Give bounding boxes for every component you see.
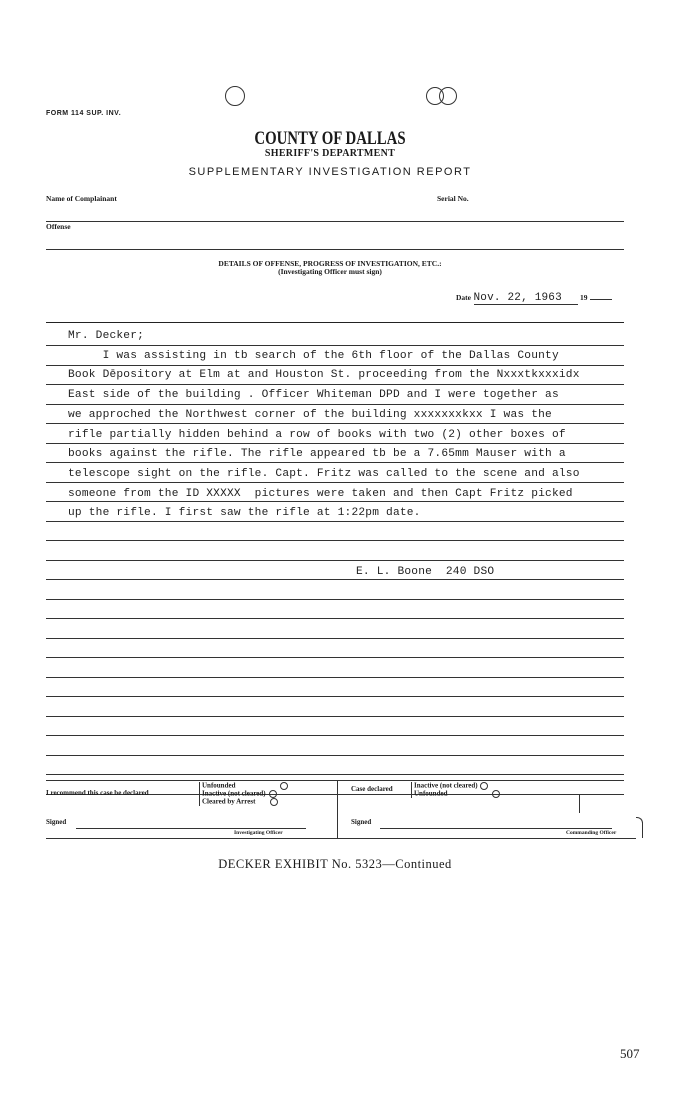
ruled-line	[46, 599, 624, 600]
ruled-line	[46, 540, 624, 541]
ruled-line	[46, 755, 624, 756]
signature-line: E. L. Boone 240 DSO	[356, 566, 495, 578]
typed-line: I was assisting in tb search of the 6th floor of the Dallas County	[68, 349, 559, 362]
ruled-line	[46, 618, 624, 619]
department-title: SHERIFF'S DEPARTMENT	[264, 148, 396, 159]
date-row	[456, 292, 612, 305]
typed-line: Book Dēpository at Elm at and Houston St. proceeding from the Nxxxtkxxxidx	[68, 369, 580, 382]
ruled-line	[46, 579, 624, 580]
ruled-line	[46, 384, 624, 385]
exhibit-caption: DECKER EXHIBIT No. 5323—Continued	[218, 857, 452, 871]
form-number: FORM 114 SUP. INV.	[46, 110, 122, 117]
ruled-line	[46, 462, 624, 463]
typed-line: someone from the ID XXXXX pictures were taken and then Capt Fritz picked	[68, 487, 573, 500]
signed-line-left	[76, 828, 306, 829]
ruled-line	[46, 677, 624, 678]
right-options	[411, 782, 500, 798]
checkbox-icon	[280, 782, 288, 790]
details-heading: DETAILS OF OFFENSE, PROGRESS OF INVESTIGATION, ETC.: (Investigating Officer must sign)	[218, 259, 442, 276]
complainant-rule	[46, 221, 624, 222]
pen-mark	[579, 795, 580, 813]
option-inactive-right: Inactive (not cleared)	[414, 782, 500, 790]
ruled-line	[46, 696, 624, 697]
ruled-line	[46, 443, 624, 444]
ruled-line	[46, 482, 624, 483]
case-declared-label: Case declared	[351, 785, 393, 793]
typed-line: rifle partially hidden behind a row of books with two (2) other boxes of	[68, 428, 566, 441]
year-suffix: 19	[580, 293, 588, 302]
signed-line-right	[380, 828, 612, 829]
typed-line: telescope sight on the rifle. Capt. Fritz was called to the scene and also	[68, 467, 580, 480]
serial-label: Serial No.	[437, 194, 469, 203]
recommend-label: I recommend this case be declared	[46, 789, 149, 797]
ruled-line	[46, 735, 624, 736]
checkbox-icon	[269, 790, 277, 798]
pen-mark-2	[636, 817, 643, 838]
typed-line: Mr. Decker;	[68, 330, 145, 342]
ruled-line	[46, 560, 624, 561]
punch-hole-left	[225, 86, 245, 106]
option-inactive: Inactive (not cleared)	[202, 790, 288, 798]
signed-label-left: Signed	[46, 818, 67, 826]
checkbox-icon	[270, 798, 278, 806]
county-title: COUNTY OF DALLAS	[254, 128, 406, 149]
signed-label-right: Signed	[351, 818, 372, 826]
offense-rule	[46, 249, 624, 250]
punch-hole-right-2	[439, 87, 457, 105]
typed-line: books against the rifle. The rifle appeared tb be a 7.65mm Mauser with a	[68, 448, 566, 461]
complainant-label: Name of Complainant	[46, 194, 117, 203]
date-label: Date	[456, 293, 471, 302]
ruled-line	[46, 501, 624, 502]
option-unfounded: Unfounded	[202, 782, 288, 790]
details-top-rule	[46, 322, 624, 323]
option-unfounded-right: Unfounded	[414, 790, 500, 798]
typed-line: up the rifle. I first saw the rifle at 1:22pm date.	[68, 507, 421, 520]
date-value: Nov. 22, 1963	[474, 292, 578, 305]
ruled-line	[46, 657, 624, 658]
footer-divider	[337, 780, 338, 838]
ruled-line	[46, 345, 624, 346]
footer-top-rule	[46, 780, 624, 781]
checkbox-icon	[480, 782, 488, 790]
ruled-line	[46, 638, 624, 639]
investigating-officer-label: Investigating Officer	[234, 830, 283, 836]
ruled-line	[46, 774, 624, 775]
offense-label: Offense	[46, 222, 71, 231]
ruled-line	[46, 716, 624, 717]
ruled-line	[46, 365, 624, 366]
report-title: SUPPLEMENTARY INVESTIGATION REPORT	[188, 166, 472, 178]
left-options	[199, 782, 288, 806]
typed-line: East side of the building . Officer Whiteman DPD and I were together as	[68, 389, 559, 402]
ruled-line	[46, 404, 624, 405]
commanding-officer-label: Commanding Officer	[566, 830, 617, 836]
page-number: 507	[620, 1046, 640, 1061]
ruled-line	[46, 423, 624, 424]
checkbox-icon	[492, 790, 500, 798]
option-cleared: Cleared by Arrest	[202, 798, 288, 806]
typed-line: we approched the Northwest corner of the building xxxxxxxkxx I was the	[68, 408, 552, 421]
ruled-line	[46, 521, 624, 522]
footer-bottom-rule	[46, 838, 636, 839]
